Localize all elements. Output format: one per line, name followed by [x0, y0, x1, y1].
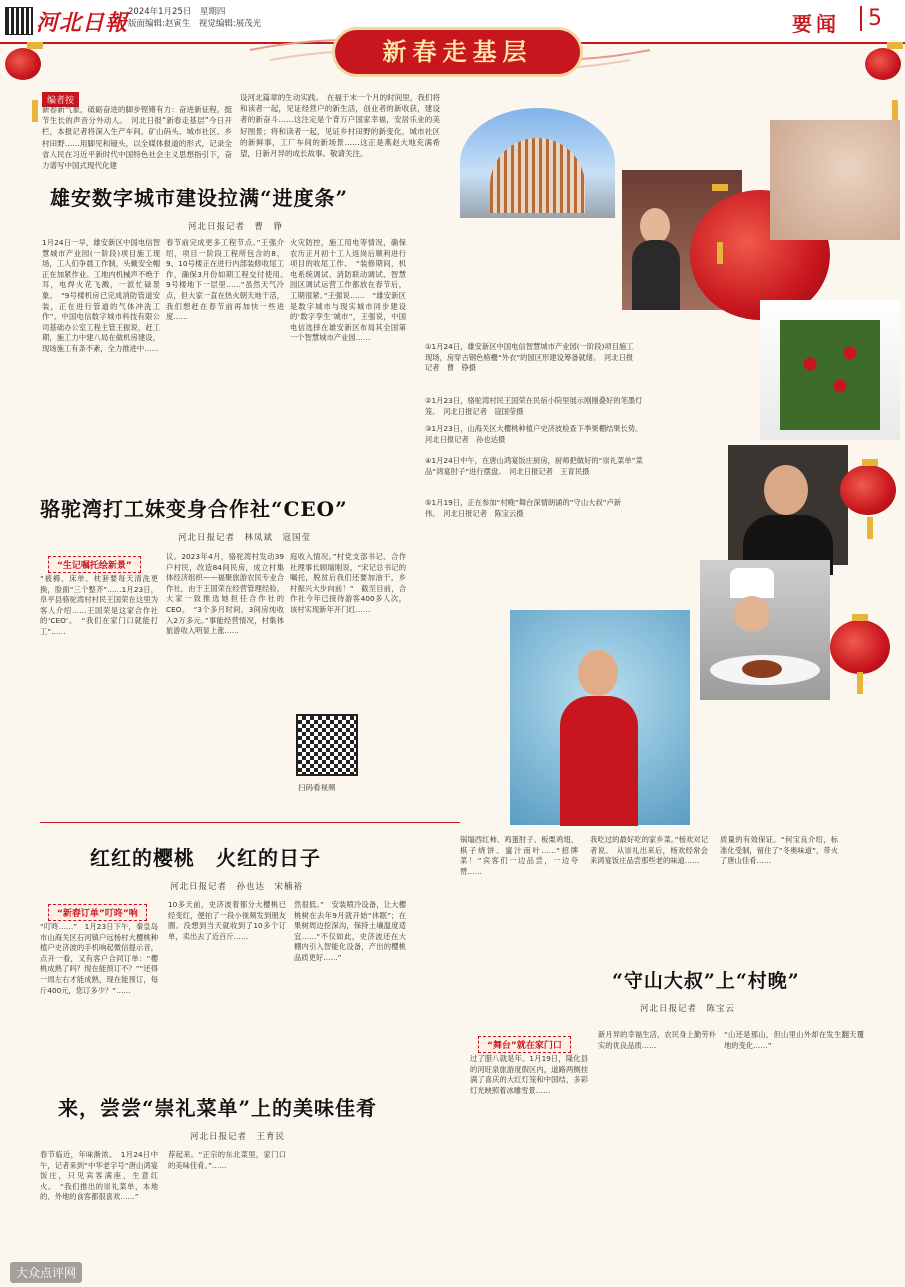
article-title-cherry[interactable]: 红红的樱桃 火红的日子: [90, 846, 321, 870]
lantern-icon: [5, 48, 41, 80]
article-title-luotuowan[interactable]: 骆驼湾打工妹变身合作社“CEO”: [40, 497, 348, 521]
article-byline: 河北日报记者 陈宝云: [640, 1004, 736, 1014]
photo-smart-city-building[interactable]: [460, 108, 615, 218]
article-body: 新月异的幸福生活，农民身上勤劳朴实的优良品质……: [598, 1030, 716, 1050]
lantern-icon: [865, 48, 901, 80]
photo-village-gala-performer[interactable]: [510, 610, 690, 825]
article-body: “被褥、床单、枕套要每天清洗更换，脸面“三个整齐”……1月23日，阜平县骆驼湾村村民王国荣在这里为客人介绍……王国荣是这家合作社的‘CEO’。 “我们在家门口就能打工”……: [40, 574, 158, 636]
qr-code-icon[interactable]: [298, 716, 356, 774]
watermark: 大众点评网: [10, 1262, 82, 1283]
column-banner: 新春走基层: [335, 30, 580, 74]
photo-caption-1: ①1月24日，雄安新区中国电信智慧城市产业园(一阶段)项目施工现场，房穿古钢色格栅“外衣”的园区形建设筹备就绪。 河北日报记者 曹 铮摄: [425, 342, 634, 372]
section-subheading: “新春订单”叮咚”响: [48, 904, 147, 921]
photo-pattern[interactable]: [770, 120, 900, 240]
article-byline: 河北日报记者 孙也达 宋楠裕: [170, 882, 304, 892]
section-subheading: “舞台”就在家门口: [478, 1036, 571, 1053]
article-title-chongli-menu[interactable]: 来，尝尝“崇礼菜单”上的美味佳肴: [58, 1096, 378, 1120]
editor-note-text: 新春新气象，砥砺奋进的脚步铿锵有力：奋进新征程，挺节生长的声音分外动人。 河北日报“新春走基层”今日开栏，本报记者将深入生产车间、矿山码头、城市社区、乡村田野……用脚见和镜头，以全媒体报道的形式，记录全省人民在习近平新时代中国特色社会主义思想指引下，奋力谱写中国式现代化建: [42, 105, 232, 171]
article-body: 过了腊八就是年。1月19日，隆化县的河旺泉旅游度假区内，道路两侧挂满了喜庆的大红灯笼和中国结，多彩灯光映照着冰雕雪景……: [470, 1054, 588, 1095]
qr-code-icon[interactable]: [6, 8, 32, 34]
section-title: 要闻: [792, 12, 840, 36]
article-title-village-gala[interactable]: “守山大叔”上“村晚”: [612, 970, 800, 992]
section-subheading: “生记嘱托绘新景”: [48, 556, 141, 573]
photo-cherry-grower[interactable]: [760, 300, 900, 440]
article-byline: 河北日报记者 林凤斌 寇国莹: [178, 533, 312, 543]
newspaper-logo[interactable]: 河北日報: [36, 10, 129, 36]
lantern-icon: [840, 465, 896, 515]
lantern-icon: [830, 620, 890, 674]
editor-credits: 版面编辑:赵寅生 视觉编辑:展茂光: [128, 19, 262, 29]
article-body: 1月24日一早，雄安新区中国电信智慧城市产业园(一阶段)项目施工现场，工人们争晨工作制，头戴安全帽正在加紧作业。工地内机械声不绝于耳，电焊火花飞溅，一派忙碌景象。 “9号楼机房已完成消防管道安装，正在进行管道的气体冲洗工作”。中国电信数字城市科技有限公司基础办公室工程主管王振说，赶工期，施工力中建八局在做机房建设，现场施工有条不紊，全力推进中……: [42, 238, 160, 353]
page-number: 5: [860, 6, 882, 31]
issue-date: 2024年1月25日 星期四: [128, 7, 226, 17]
photo-caption-2: ②1月23日，骆驼湾村民王国荣在民宿小院里展示刚刚叠好的笔墨灯笼。 河北日报记者 寇国莹摄: [425, 396, 643, 416]
photo-caption-5: ⑤1月19日，正在参加“村晚”舞台深情朗诵的“守山大叔”卢新伟。 河北日报记者 陈宝云摄: [425, 498, 622, 518]
qr-caption: 扫码看视频: [298, 783, 336, 792]
photo-chef-plating[interactable]: [700, 560, 830, 700]
divider: [40, 822, 460, 823]
article-body: 锅塌西红柿、鸡蛋肘子、板栗鸡翅、棋子烧饼、蜜汁南叶……“招牌菜！”宾客们一边品尝，一边夸赞……: [460, 835, 578, 876]
editor-note-label: 编者按: [42, 92, 79, 107]
article-body: 10多天前，史济波着都分大樱桃已经变红，便拍了一段小视频发到朋友圈。没想到当天就收到了10多个订单，卖出去了近百斤……: [168, 900, 286, 941]
article-body: 春节前完成更多工程节点。”王强介绍，项目一阶段工程所包含的8、9、10号楼正在进行内部装修收尾工作，确保3月份如期工程交付使用。 9号楼地下一层里……“虽然天气冷点，但大家一直在热火朝天地干活，我们想赶在春节前再加快一些进度……: [166, 238, 292, 322]
article-body: 春节临近，年味渐浓。 1月24日中午，记者来到“中华老字号”唐山鸿宴饭庄，只见宾客满座，生意红火。 “我们推出的崇礼菜单，本地的、外地的食客都很喜欢……”: [40, 1150, 158, 1202]
photo-caption-4: ④1月24日中午，在唐山鸿宴饭庄厨房，厨师把做好的“崇礼菜单”菜品“鸿宴肘子”进行摆盘。 河北日报记者 王育民摄: [425, 456, 643, 476]
article-body: 荐起来。“正宗的东北菜里，家门口的美味佳肴。”……: [168, 1150, 286, 1170]
article-body: 庭收入情况。”村党支部书记、合作社理事长顾瑞刚说，“宋记总书记的嘱托，脱贫后我们还要加油干，乡村振兴大步向前！” 截至目前，合作社今年已接待游客400多人次，该村实现新年开门红……: [290, 552, 406, 614]
article-body: 我吃过的最好吃的家乡菜。”杨欢对记者说。 从崇礼出来后，杨欢经常会来鸿宴饭庄品尝那些老的味道……: [590, 835, 708, 866]
photo-caption-3: ③1月23日，山海关区大樱桃种植户史济波检查下季果棚结果长势。 河北日报记者 孙也达摄: [425, 424, 647, 444]
article-body: “山还是那山，但山里山外却在发生翻天覆地的变化……”: [724, 1030, 864, 1050]
article-body: 质量的有效保证。“何宝良介绍，标准化受制，留住了“冬奥味道”，带火了唐山佳肴……: [720, 835, 838, 866]
editor-note-text-continued: 设河北篇章的生动实践。 在福于末一个月的时间里，我们将和读者一起，见证经营户的新生活，创业者的新收获，建设者的新奋斗……这注定是个背万户国家幸福，安居乐业的美好图景；将和读者一起，见证乡村田野的新变化，城市社区的新鲜事，工厂车间的新场景……这正是燕赵大地充满希望，日新月异的成长故事。敬请关注。: [240, 93, 440, 159]
photo-man-portrait[interactable]: [728, 445, 848, 565]
article-body: “叮咚……” 1月23日下午，秦皇岛市山海关区石河镇户远杨村大樱桃种植户史济波的手机响起微信提示音，点开一看，又有客户合同订单：“樱桃成熟了吗？现在能预订不？”“还得一周左右才能成熟，现在能预订，每斤400元，您订多少？”……: [40, 922, 158, 995]
publication-info: [128, 6, 261, 30]
article-body: 火灾防控，施工用电等情况，确保农历正月初十工人返岗后顺利进行项目的收尾工作。 “装修期间，机电系统调试、消防联动调试、智慧园区调试运营工作都放在春节后，工期很紧。”王强说…… “雄安新区是数字城市与现实城市同步建设的‘数字孪生’城市”，王强说，中国电信选择在雄安新区布局其全国第一个智慧城市产业园……: [290, 238, 406, 343]
article-body: 然很低。” 安装喷冷设备，让大樱桃树在去年9月就开始“休眠”；在果树周边挖深沟，保持土壤温度适宜……“不仅如此，史济波还在大棚内引入智能化设备，产出的樱桃品质更好……”: [294, 900, 406, 962]
article-byline: 河北日报记者 曹 铮: [188, 222, 284, 232]
article-title-xiongan[interactable]: 雄安数字城市建设拉满“进度条”: [50, 186, 349, 210]
article-body: 议。2023年4月，骆驼湾村发动39户村民，改造84间民房，成立村集体经济组织——福聚旅游农民专业合作社，由于王国荣在经营管理经验，大家一致推选她担任合作社的CEO。 “3个多月时间，3间房纯收入2万多元。”事能经营情况，村集体旅游收入明显上涨……: [166, 552, 284, 636]
article-byline: 河北日报记者 王育民: [190, 1132, 286, 1142]
